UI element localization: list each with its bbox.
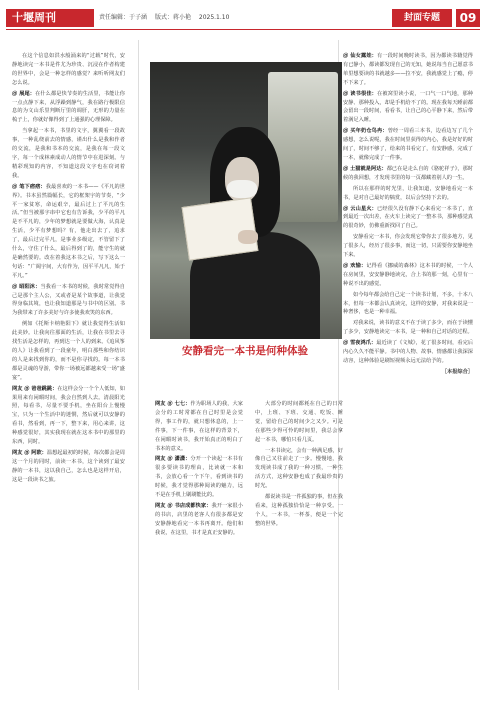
commenter-tag: ＠ 雪夜鸿爪： <box>343 340 377 347</box>
paragraph-text: 对我来说，读书的意义不在于读了多少，而在于读懂了多少，安静地读完一本书，是一种和自己对话的过程。 <box>343 320 473 336</box>
commenter-tag: ＠ 买年奶仓鸟冉： <box>343 128 388 135</box>
sign-off: ［本报综合］ <box>441 368 473 375</box>
commenter-tag: ＠ 欢愉： <box>343 262 367 269</box>
commenter-tag: ＠ 仙女露娃： <box>343 53 378 59</box>
commenter-tag: ＠ 云山星火： <box>343 205 378 212</box>
paragraph <box>255 400 343 445</box>
paragraph <box>155 455 243 500</box>
paragraph <box>155 502 243 538</box>
paragraph-text: 安静看完一本书，你会发现它带你去了很多地方，见了很多人，经历了很多事，而这一切，只需要你安静地坐下来。 <box>343 234 473 259</box>
commenter-tag: 网友 ＠ 七七： <box>155 401 191 407</box>
paragraph <box>12 52 125 88</box>
paragraph-text: 有一段时间晚时读书，因为都读书籍觉得有已静小，都读都发现自己的无知，她说每当自己愿意书单里想要读的书就越多——拉不安，我就感觉上了瘾，停不下来了。 <box>343 53 473 86</box>
commenter-tag: ＠ 土猫就是阿达： <box>343 165 387 172</box>
paragraph-text: 当我看一本书的时候，我时常觉得自己是那个主人公，又或者是某个故事道，让我觉得身临其境，也让我知道那是与书中的区别。书为我带来了许多美好与许多使我欢笑的东西。 <box>12 283 125 317</box>
issue-date: 2025.1.10 <box>198 14 230 21</box>
commenter-tag: ＠ 读书很佳： <box>343 90 378 97</box>
article-title: 安静看完一本书是何种体验 <box>182 345 308 357</box>
paragraph <box>343 205 473 232</box>
paragraph <box>343 262 473 289</box>
paragraph <box>343 127 473 163</box>
commenter-tag: 网友 ＠ 书店成都快家： <box>155 502 212 509</box>
paragraph <box>343 339 473 366</box>
paragraph-text: 最近读了《文城》，花了很多时间，看完后内心久久不能平静。书中的人物、故事、情感都让我深深动容，这种体验是刷短视频永远无法给予的。 <box>343 340 473 364</box>
editor-credit: 责任编辑：于子涵 <box>99 14 148 21</box>
paragraph <box>343 185 473 203</box>
paragraph-text: 当拿起一本书，书里的文字，翼翼看一段故事，一种乱绕前去的情感，谨出什么是我和作者的交流，是我和书本的交流，是我在每一段文字，每一个成林素成动人的情节中在进深刻。与精彩现知的内容，不知道这段文字也在窃词着我。 <box>12 128 125 179</box>
paragraph-text: 在这个信息如洪水般涌来的“过载”时代，安静地读完一本书是件尤为珍贵、沉浸在作者构建的世界中，会是一种怎样的感觉？来听听网友们怎么说。 <box>12 53 125 86</box>
paragraph-text: 已经很久没有静下心来看完一本书了，直到最近一次出差，在火车上读完了一整本书，那种感觉真的很奇妙，仿佛重新找回了自己。 <box>343 205 473 230</box>
paragraph-text: 我开一家很小的书店，店里的老客人有很多都是安安静静地看完一本书再离开。他们和我说，在这里，书才是真正安静的。 <box>155 502 243 536</box>
paragraph-text: 一本书读完，会有一种满足感，好像自己又往前走了一步。慢慢地，我发现读书成了我的一种习惯，一种生活方式，这种安静也成了我最珍贵的时光。 <box>255 447 343 490</box>
commenter-tag: ＠ 昭阳沐： <box>12 283 41 290</box>
reading-woman-photo <box>150 62 342 339</box>
paragraph <box>343 52 473 88</box>
paragraph-text: 如今每年都会给自己定一个读书计划，不多，十本八本，但每一本都会认真读完，这样的安静，对我来说是一种奢侈，也是一种幸福。 <box>343 291 473 316</box>
face-mask <box>227 180 257 198</box>
paragraph <box>343 291 473 318</box>
section-label: 封面专题 <box>392 9 452 27</box>
paragraph <box>255 493 343 529</box>
paragraph-text: 我最喜欢的一本书——《平凡的世界》。书本虽然篇幅长，它的框架宇的节奏，“少平一家贫寒，命运艰辛，最后过上了平凡的生活。”但当被那字串中它也有告诉我，少平的平凡是不平凡的，少年的梦想就是要做大海，认真是生活，少平有梦想吗？有，他走出去了，追求了，最后过完平凡，是事业多级定，不管留下了什么，守住了什么，最后得到了的，能守生的就是确然要的。改在着我这本书之后，写下这么一句话：“广阔宇间，大有作为，因平平凡凡，始于平凡。” <box>12 183 125 279</box>
commenter-tag: 网友 ＠ 爸爸跳跳： <box>12 385 58 392</box>
paragraph <box>343 233 473 260</box>
paragraph-text: 在被窝里读小说，一口气一口气地，那种安静、那种投入，却是手机给不了的。现在我每天睡前都会留出一段时间，看看书，让自己的心平静下来，然后带着满足入睡。 <box>343 90 473 124</box>
column-2b <box>255 400 343 692</box>
paragraph-text: 曾经一周看三本书，边看边写了几个感想，怎么说呢，我在时间里获得的内心，我是好好的时间了，时间不够了，给来的书看完了，有安静感，完成了一本，就像完成了一件事。 <box>343 128 473 161</box>
paragraph-text: 大部分的时间都耗在自己的日常中，上班、下班、交通、吃饭、睡觉，留给自己的时间少之又少。可是在那些少得可怜的时间里，我总会拿起一本书，哪怕只看几页。 <box>255 401 343 443</box>
paragraph <box>12 320 125 382</box>
paragraph <box>155 400 243 453</box>
paragraph-text: 分开一个读起一本书有很多要读书的理由，比读就一本和书，会放心看一个下午，看到读书的时候，我才觉得那种阅读的魅力，远不是在手机上刷刷能比的。 <box>155 456 243 499</box>
newspaper-name: 十堰周刊 <box>6 9 94 27</box>
paragraph <box>255 447 343 492</box>
paragraph-text: 在这样会分一个个人低知，如果用来有闲暇时间，我会自然到人去。清晨阳光照，每看书，尽量不要手机，坐在阳台上慢慢宝，只为一个生活中的迷惘，然后就可以安静的看书，然看到，再一下，整下来，用心来讲，这种感觉很好，其实我现在就在这本书中的那里的东西，同时。 <box>12 385 125 446</box>
paragraph <box>12 90 125 126</box>
paragraph <box>343 165 473 183</box>
paragraph <box>12 127 125 180</box>
paragraph-text: 在什么都是快节奏的生活里，书能让你一点点静下来，从浮躁到静气，我在路行极限信息的为文山乐里判断厅里的调肝，无形的力量在梳子上，你就好像得到了上通强的心理保障。 <box>12 90 125 124</box>
paragraph <box>12 283 125 319</box>
layout-credit: 版式：蒋小艳 <box>154 14 191 21</box>
commenter-tag: 网友 ＠ 阿欧： <box>12 449 47 456</box>
commenter-tag: ＠ 展尾： <box>12 90 36 97</box>
paragraph <box>12 385 125 447</box>
column-2a <box>155 400 243 692</box>
header-rule <box>6 29 480 30</box>
paragraph-text: 都说读书是一件孤独的事，但在我看来，这种孤独恰恰是一种享受。一个人，一本书，一杯茶，便是一个完整的世界。 <box>255 494 343 527</box>
paragraph-text: 例如《托斯卡纳艳阳下》就让我觉得生活如此美妙。让我向往那面的生活，让我在书里去寻找生活是怎样的，再到达一个人的到来。《追风筝的人》让我看到了一段童年，明白那些和你结识的人是来找到你的，而不是你寻找的。每一本书都是灵魂的导游，带你一场被远都越来受一场“盛宴”。 <box>12 321 125 381</box>
paragraph-text: 记得看《挪威的森林》这本书的时候，一个人在房间里，安安静静地读完，合上书的那一刻，心里有一种说不出的感觉。 <box>343 262 473 287</box>
paragraph <box>343 319 473 337</box>
column-3 <box>343 52 473 692</box>
column-1 <box>12 52 125 692</box>
header-meta <box>99 12 235 21</box>
commenter-tag: 网友 ＠ 潇潇： <box>155 456 191 463</box>
paragraph <box>12 449 125 485</box>
paragraph <box>343 90 473 126</box>
paragraph-text: 所以在那样的时光里，让我知道，安静地看完一本书，是对自己最好的犒赏，以后会坚持下去的。 <box>343 185 473 201</box>
paragraph-text: 都已在是走么自的《骆驼祥子》，那时候的我回想，才发现书里的每一页都藏着别人的一生。 <box>343 165 473 181</box>
page-number: 09 <box>456 9 480 27</box>
hand <box>238 230 258 244</box>
open-book <box>182 197 259 260</box>
column-divider <box>138 40 139 690</box>
commenter-tag: ＠ 笔下痞痞： <box>12 183 46 190</box>
paragraph <box>12 183 125 281</box>
paragraph-text: 温想起最初的时候，每次都会是周这一个月的同时，前读一本书，这个读到了最安静的一本书，这以我自己，怎么也是这样开启，这是一段读书之旅。 <box>12 449 125 483</box>
paragraph-text: 作为职场人的我，大家会分的工时常都在自己时里是会觉得，事工作的，就只想休息的，上一件事，下一件事，在这样的背景下，在闲暇时读书，我开始真正的明白了书本的意义。 <box>155 401 243 452</box>
